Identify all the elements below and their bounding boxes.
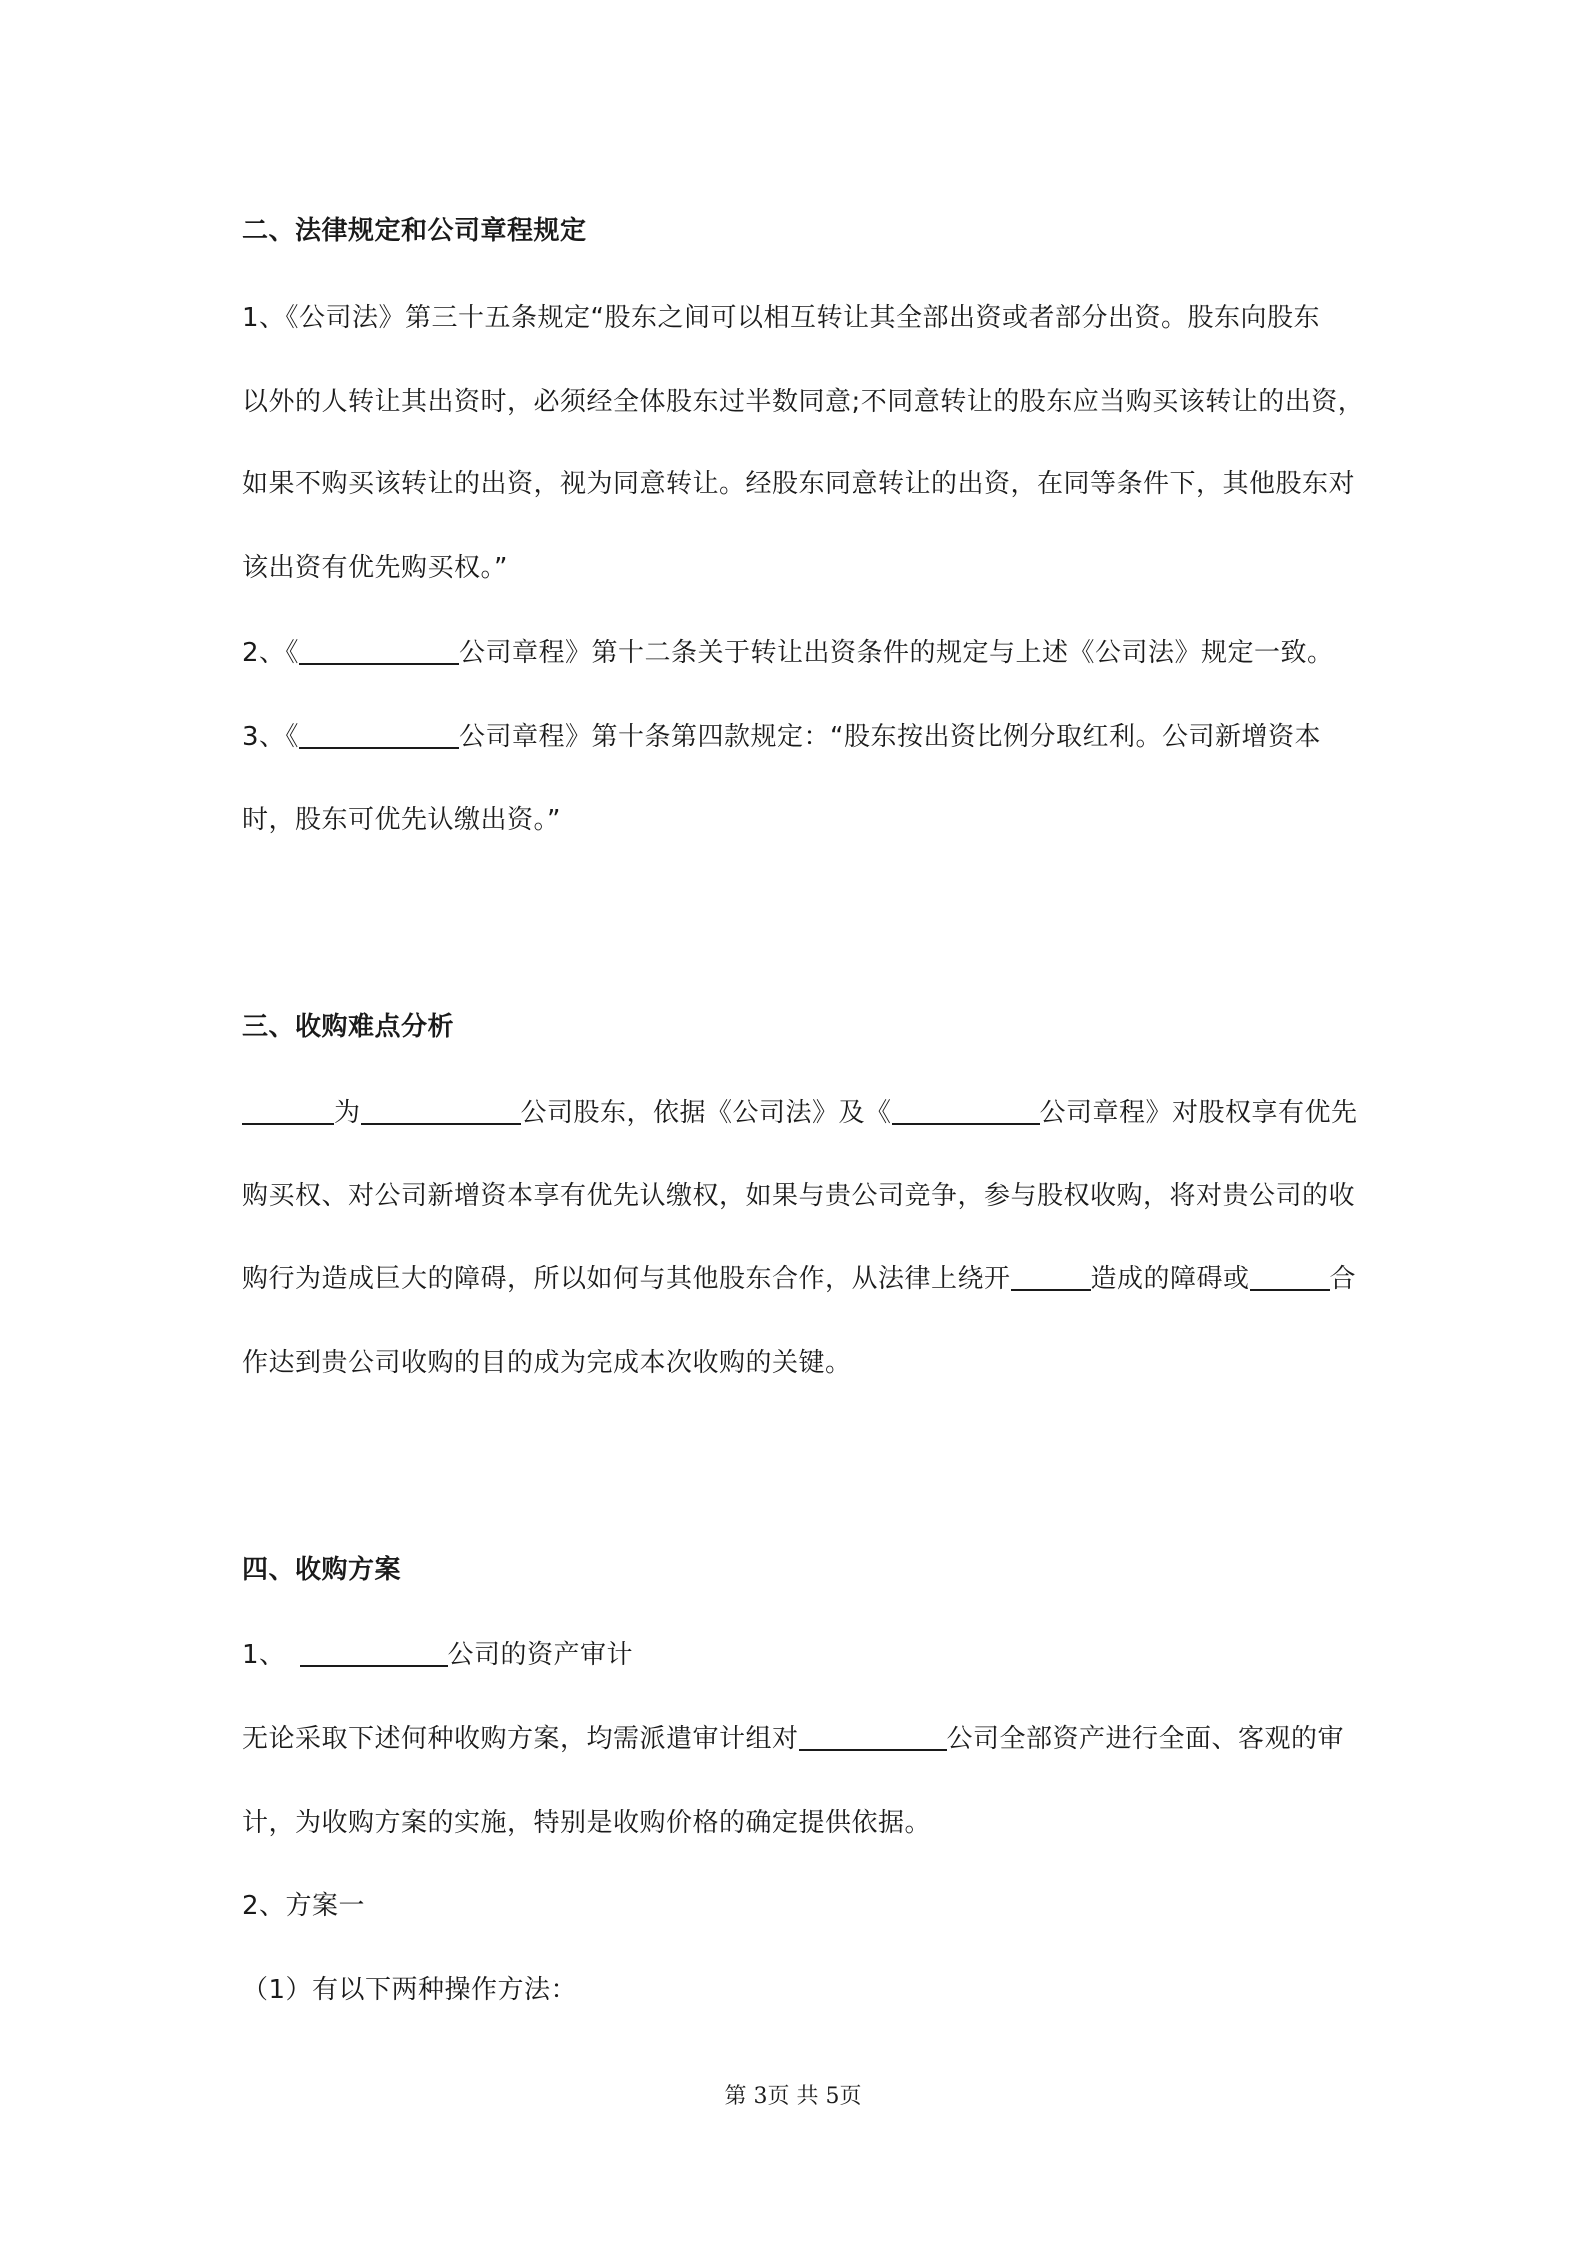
fill-in-blank (300, 1637, 448, 1667)
fill-in-blank (242, 1095, 334, 1125)
fill-in-blank (1250, 1261, 1330, 1291)
paragraph-line (242, 633, 1357, 673)
paragraph-line: 该出资有优先购买权。” (242, 553, 508, 583)
fill-in-blank (361, 1095, 521, 1125)
paragraph-line: 2、方案一 (242, 1891, 366, 1921)
fill-in-blank (299, 719, 459, 749)
fill-in-blank (299, 635, 459, 665)
paragraph-line (242, 717, 1357, 757)
text-segment: 公司的资产审计 (447, 1640, 634, 1670)
paragraph-line (242, 1635, 1357, 1675)
section-heading-difficulties: 三、收购难点分析 (242, 1012, 455, 1042)
paragraph-line: 以外的人转让其出资时，必须经全体股东过半数同意;不同意转让的股东应当购买该转让的出资， (242, 387, 1365, 417)
section-heading-plan: 四、收购方案 (242, 1555, 402, 1585)
text-segment: 造成的障碍或 (1090, 1264, 1250, 1294)
text-segment: 公司全部资产进行全面、客观的审 (946, 1724, 1345, 1754)
paragraph-line (242, 1259, 1357, 1299)
text-segment: 合 (1329, 1264, 1357, 1294)
fill-in-blank (1011, 1261, 1091, 1291)
paragraph-line (242, 1093, 1357, 1133)
page-number-footer: 第 3页 共 5页 (724, 2084, 862, 2109)
paragraph-line: 作达到贵公司收购的目的成为完成本次收购的关键。 (242, 1348, 852, 1378)
section-heading-legal: 二、法律规定和公司章程规定 (242, 216, 587, 246)
text-segment: 3、《 (242, 722, 300, 752)
text-segment: 1、 (242, 1640, 286, 1670)
paragraph-line: 时，股东可优先认缴出资。” (242, 805, 561, 835)
paragraph-line: 如果不购买该转让的出资，视为同意转让。经股东同意转让的出资，在同等条件下，其他股东对 (242, 469, 1356, 499)
paragraph-line: 购买权、对公司新增资本享有优先认缴权，如果与贵公司竞争，参与股权收购，将对贵公司的收 (242, 1181, 1356, 1211)
paragraph-line (242, 1719, 1357, 1759)
fill-in-blank (799, 1721, 947, 1751)
text-segment: 公司章程》第十二条关于转让出资条件的规定与上述《公司法》规定一致。 (459, 638, 1334, 668)
text-segment: 购行为造成巨大的障碍，所以如何与其他股东合作，从法律上绕开 (242, 1264, 1011, 1294)
fill-in-blank (892, 1095, 1040, 1125)
text-segment: 公司章程》对股权享有优先 (1039, 1098, 1358, 1128)
text-segment: 公司股东，依据《公司法》及《 (520, 1098, 892, 1128)
paragraph-line: 1、《公司法》第三十五条规定“股东之间可以相互转让其全部出资或者部分出资。股东向股东 (242, 303, 1321, 333)
paragraph-line: （1）有以下两种操作方法： (242, 1975, 578, 2005)
paragraph-line: 计，为收购方案的实施，特别是收购价格的确定提供依据。 (242, 1808, 932, 1838)
text-segment: 公司章程》第十条第四款规定：“股东按出资比例分取红利。公司新增资本 (459, 722, 1322, 752)
text-segment: 为 (334, 1098, 361, 1128)
text-segment: 无论采取下述何种收购方案，均需派遣审计组对 (242, 1724, 799, 1754)
text-segment: 2、《 (242, 638, 300, 668)
